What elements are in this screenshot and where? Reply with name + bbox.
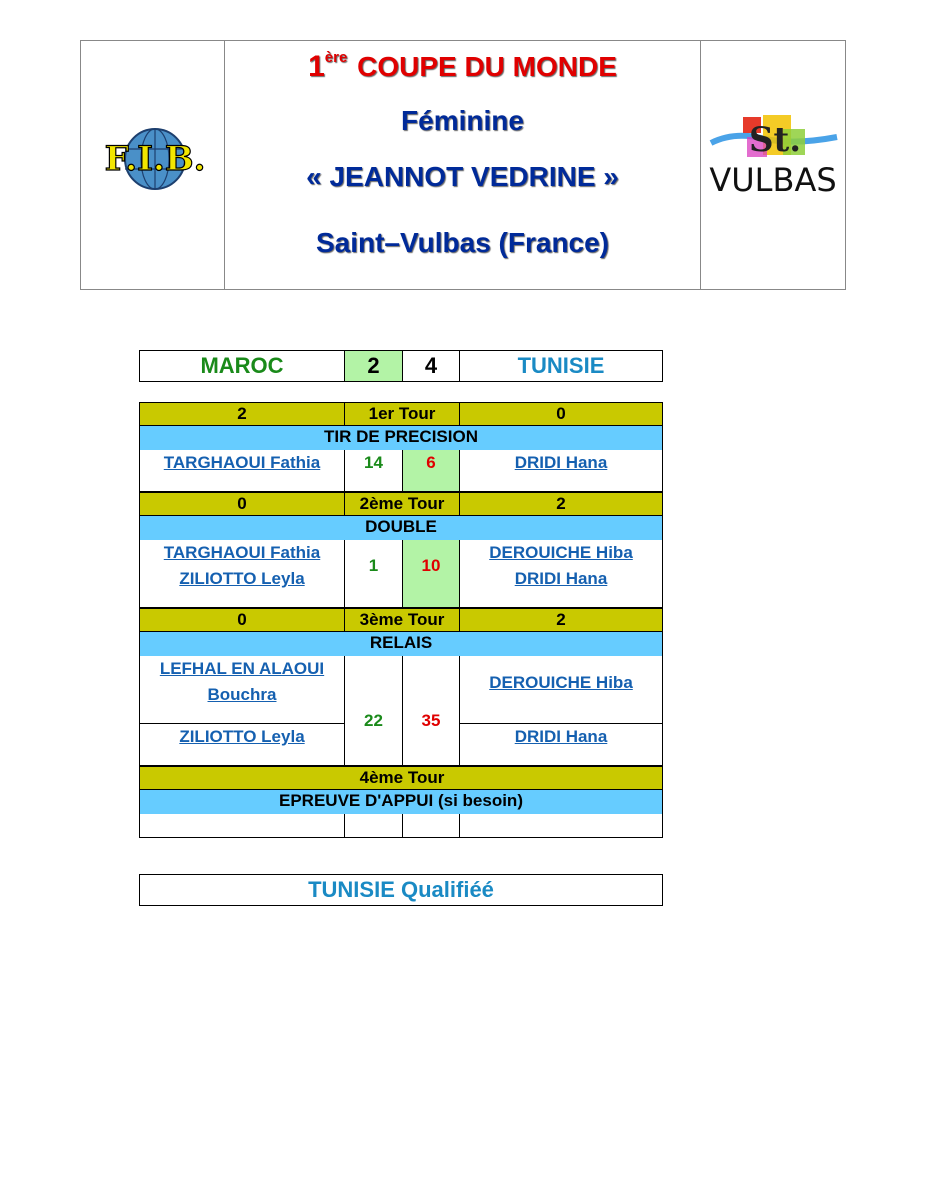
round-2-right-player-1-link[interactable]: DEROUICHE Hiba	[489, 543, 633, 562]
round-2-right-score: 10	[421, 556, 441, 575]
st-vulbas-logo	[705, 109, 843, 209]
round-2-right-points: 2	[556, 494, 566, 513]
round-2-left-points: 0	[237, 494, 247, 513]
round-3-left-points: 0	[237, 610, 247, 629]
round-4-label: 4ème Tour	[359, 768, 445, 787]
round-4-left-points	[140, 767, 344, 789]
header-title-cell	[225, 41, 700, 289]
round-2-header	[139, 492, 663, 516]
round-2-left-score: 1	[368, 556, 379, 575]
round-3-left-player-1-link[interactable]: LEFHAL EN ALAOUI	[159, 659, 325, 678]
round-1-event: TIR DE PRECISION	[139, 426, 663, 450]
round-2-players-row	[139, 540, 663, 608]
title-line-4: Saint–Vulbas (France)	[315, 227, 610, 258]
result-bar	[139, 874, 663, 906]
round-1-players-row	[139, 450, 663, 492]
team-right-name: TUNISIE	[517, 353, 605, 378]
round-1-left-player-link[interactable]: TARGHAOUI Fathia	[163, 453, 321, 472]
result-text: Qualifiéé	[401, 877, 494, 902]
round-1-header	[139, 402, 663, 426]
header-box	[80, 40, 846, 290]
round-3-right-player-2-link[interactable]: DRIDI Hana	[514, 727, 608, 746]
team-right-score: 4	[424, 353, 438, 378]
round-3-left-player-1-link-cont[interactable]: Bouchra	[207, 685, 277, 704]
round-4-right-points	[460, 767, 662, 789]
round-1-right-player-link[interactable]: DRIDI Hana	[514, 453, 608, 472]
round-4-event: EPREUVE D'APPUI (si besoin)	[139, 790, 663, 814]
round-1-left-score: 14	[364, 453, 383, 472]
round-1-right-score: 6	[426, 453, 436, 472]
round-3-header	[139, 608, 663, 632]
round-3-left-player-2-link[interactable]: ZILIOTTO Leyla	[179, 727, 305, 746]
fib-logo-text: F.I.B.	[104, 139, 206, 179]
title-line-2: Féminine	[401, 105, 524, 136]
round-2-left-player-1-link[interactable]: TARGHAOUI Fathia	[163, 543, 321, 562]
round-2-right-player-2-link[interactable]: DRIDI Hana	[514, 569, 608, 588]
team-left-score: 2	[345, 351, 402, 381]
match-score-bar	[139, 350, 663, 382]
round-1-label: 1er Tour	[368, 404, 436, 423]
round-3-event: RELAIS	[139, 632, 663, 656]
round-1-left-points: 2	[237, 404, 247, 423]
round-4-header	[139, 766, 663, 790]
round-2-event: DOUBLE	[139, 516, 663, 540]
round-4-empty-row	[139, 814, 663, 838]
st-vulbas-logo-text-bottom: VULBAS	[709, 161, 837, 199]
team-left-name: MAROC	[200, 353, 284, 378]
fib-logo	[85, 123, 225, 193]
round-3-right-player-1-link[interactable]: DEROUICHE Hiba	[489, 673, 633, 692]
result-team: TUNISIE	[308, 877, 395, 902]
title-line-3: « JEANNOT VEDRINE »	[306, 161, 619, 192]
round-1-right-points: 0	[556, 404, 566, 423]
title-line-1: 1ère COUPE DU MONDE	[308, 49, 617, 83]
round-3-right-points: 2	[556, 610, 566, 629]
header-right-cell	[700, 41, 845, 289]
round-3-players-row	[139, 656, 663, 766]
st-vulbas-logo-text-top: St.	[748, 120, 802, 160]
round-2-label: 2ème Tour	[359, 494, 445, 513]
round-3-label: 3ème Tour	[359, 610, 445, 629]
round-3-right-score: 35	[421, 711, 441, 730]
round-2-left-player-2-link[interactable]: ZILIOTTO Leyla	[179, 569, 305, 588]
header-left-cell	[81, 41, 225, 289]
round-3-left-score: 22	[364, 711, 383, 730]
